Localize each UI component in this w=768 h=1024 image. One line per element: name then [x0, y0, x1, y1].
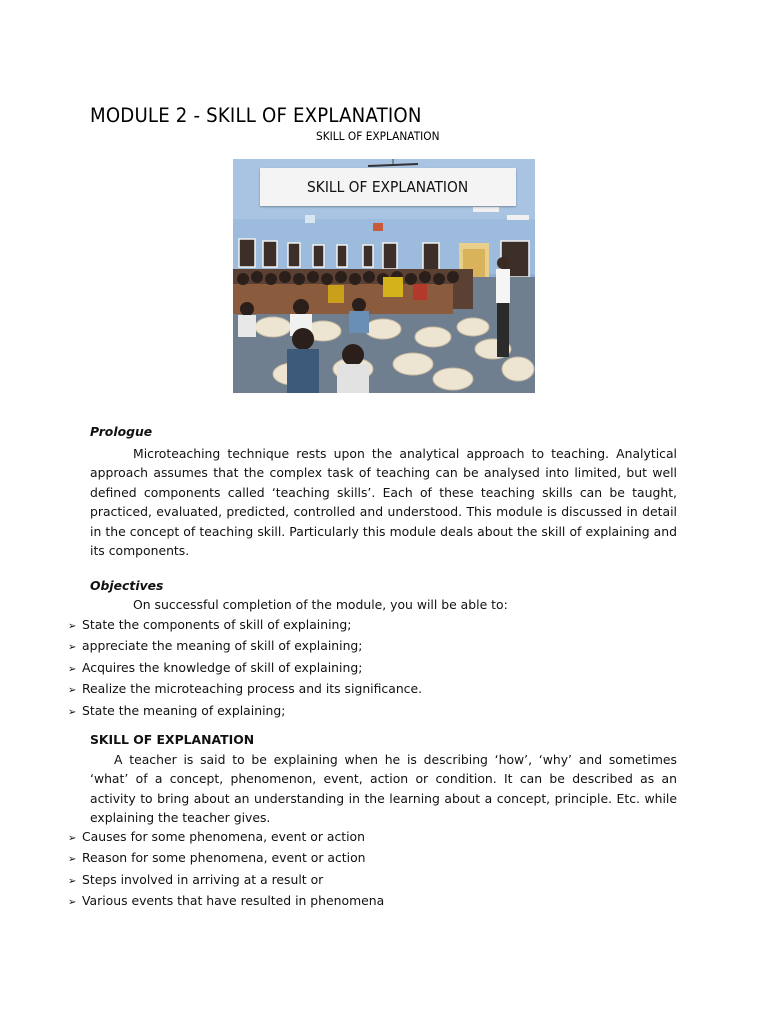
skill-list [68, 827, 384, 913]
bullet-arrow-icon: ➢ [68, 642, 77, 654]
list-item: ➢ Realize the microteaching process and its significance. [68, 679, 422, 700]
list-item: ➢ Various events that have resulted in phenomena [68, 891, 384, 912]
objectives-list [68, 615, 422, 722]
list-item: ➢ State the meaning of explaining; [68, 701, 422, 722]
skill-heading: SKILL OF EXPLANATION [90, 732, 255, 747]
page-subtitle: SKILL OF EXPLANATION [316, 129, 440, 143]
page-title: MODULE 2 - SKILL OF EXPLANATION [90, 104, 422, 127]
prologue-heading: Prologue [90, 424, 153, 439]
list-item: ➢ appreciate the meaning of skill of explaining; [68, 636, 422, 657]
bullet-arrow-icon: ➢ [68, 685, 77, 697]
objectives-intro: On successful completion of the module, you will be able to: [133, 597, 508, 612]
photo-banner [260, 168, 516, 206]
bullet-arrow-icon: ➢ [68, 833, 77, 844]
objectives-heading: Objectives [90, 578, 164, 593]
bullet-arrow-icon: ➢ [68, 621, 77, 632]
skill-paragraph: A teacher is said to be explaining when he is describing ‘how’, ‘why’ and sometimes ‘what’ of a concept, phenomenon, event, action or condition. It can be described as an activity to bring about an understanding in the learning about a concept, principle. Etc. while explaining the teacher gives. [90, 752, 677, 826]
list-item: ➢ Reason for some phenomena, event or action [68, 848, 384, 869]
photo-banner-text: SKILL OF EXPLANATION [307, 178, 469, 196]
bullet-arrow-icon: ➢ [68, 706, 77, 718]
prologue-paragraph: Microteaching technique rests upon the analytical approach to teaching. Analytical approach assumes that the complex task of teaching can be analysed into limited, but well defined components called ‘teaching skills’. Each of these teaching skills can be taught, practiced, evaluated, predicted, controlled and understood. This module is discussed in detail in the concept of teaching skill. Particularly this module deals about the skill of explaining and its components. [90, 446, 677, 559]
bullet-arrow-icon: ➢ [68, 854, 77, 866]
bullet-arrow-icon: ➢ [68, 897, 77, 909]
bullet-arrow-icon: ➢ [68, 875, 77, 887]
bullet-arrow-icon: ➢ [68, 663, 77, 675]
list-item: ➢ State the components of skill of explaining; [68, 615, 422, 636]
classroom-photo [233, 159, 535, 393]
list-item: ➢ Acquires the knowledge of skill of explaining; [68, 658, 422, 679]
list-item: ➢ Steps involved in arriving at a result or [68, 870, 384, 891]
list-item: ➢ Causes for some phenomena, event or action [68, 827, 384, 848]
